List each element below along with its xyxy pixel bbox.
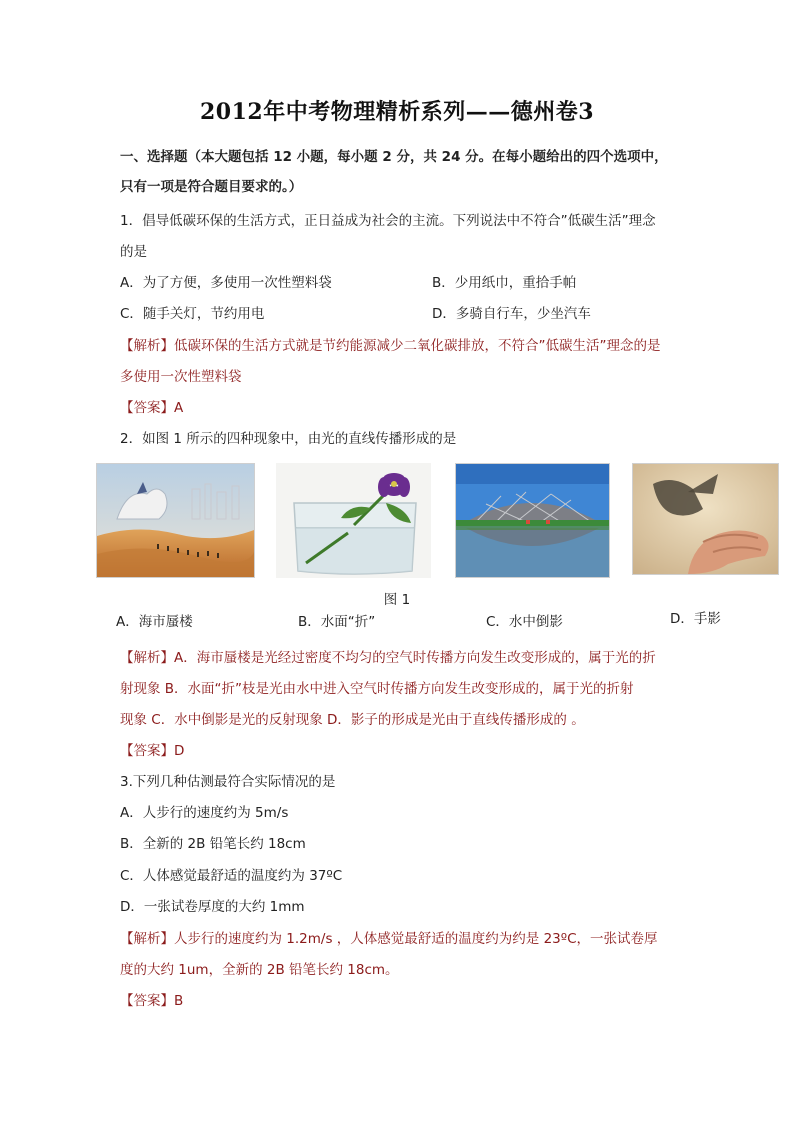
q1-analysis-line-2: 多使用一次性塑料袋 [120, 369, 242, 385]
q2-option-d: D．手影 [670, 611, 721, 627]
q1-option-a: A．为了方便，多使用一次性塑料袋 [120, 275, 332, 291]
photo-bent-stem-in-water [276, 463, 431, 578]
q2-option-c: C．水中倒影 [486, 614, 563, 630]
q2-analysis-line-1: 【解析】A．海市蜃楼是光经过密度不均匀的空气时传播方向发生改变形成的，属于光的折 [120, 650, 656, 666]
q3-option-a: A．人步行的速度约为 5m/s [120, 805, 289, 821]
q3-option-b: B．全新的 2B 铅笔长约 18cm [120, 836, 306, 852]
q1-option-c: C．随手关灯，节约用电 [120, 306, 265, 322]
figure-label: 图 1 [383, 592, 411, 608]
q3-option-c: C．人体感觉最舒适的温度约为 37ºC [120, 868, 343, 884]
hand-shadow-illustration [633, 464, 778, 574]
q2-option-b: B．水面“折” [298, 614, 376, 630]
q3-stem: 3.下列几种估测最符合实际情况的是 [120, 774, 336, 790]
q2-analysis-line-2: 射现象 B．水面“折”枝是光由水中进入空气时传播方向发生改变形成的，属于光的折射 [120, 681, 634, 697]
q1-stem-line-2: 的是 [120, 244, 147, 260]
q3-option-d: D．一张试卷厚度的大约 1mm [120, 899, 305, 915]
page-title: 2012年中考物理精析系列——德州卷3 [199, 99, 595, 125]
photo-reflection-in-water [455, 463, 610, 578]
mirage-illustration [97, 464, 254, 577]
section-instructions-line-1: 一、选择题（本大题包括 12 小题，每小题 2 分，共 24 分。在每小题给出的四个选项中， [120, 149, 668, 165]
flower-in-glass-illustration [276, 463, 431, 578]
section-instructions-line-2: 只有一项是符合题目要求的。） [120, 179, 303, 195]
q1-option-d: D．多骑自行车，少坐汽车 [432, 306, 591, 322]
q1-option-b: B．少用纸巾，重拾手帕 [432, 275, 577, 291]
photo-mirage [96, 463, 255, 578]
q3-analysis-line-2: 度的大约 1um，全新的 2B 铅笔长约 18cm。 [120, 962, 399, 978]
stadium-reflection-illustration [456, 464, 609, 577]
q1-answer: 【答案】A [120, 400, 184, 416]
q3-analysis-line-1: 【解析】人步行的速度约为 1.2m/s ，人体感觉最舒适的温度约为约是 23ºC，一张试卷厚 [120, 931, 658, 947]
q2-analysis-line-3: 现象 C．水中倒影是光的反射现象 D．影子的形成是光由于直线传播形成的 。 [120, 712, 585, 728]
q1-stem-line-1: 1．倡导低碳环保的生活方式，正日益成为社会的主流。下列说法中不符合”低碳生活”理念 [120, 213, 656, 229]
q1-analysis-line-1: 【解析】低碳环保的生活方式就是节约能源减少二氧化碳排放，不符合”低碳生活”理念的是 [120, 338, 661, 354]
q2-stem: 2．如图 1 所示的四种现象中，由光的直线传播形成的是 [120, 431, 457, 447]
q2-option-a: A．海市蜃楼 [116, 614, 193, 630]
photo-hand-shadow [632, 463, 779, 575]
q3-answer: 【答案】B [120, 993, 184, 1009]
q2-answer: 【答案】D [120, 743, 185, 759]
